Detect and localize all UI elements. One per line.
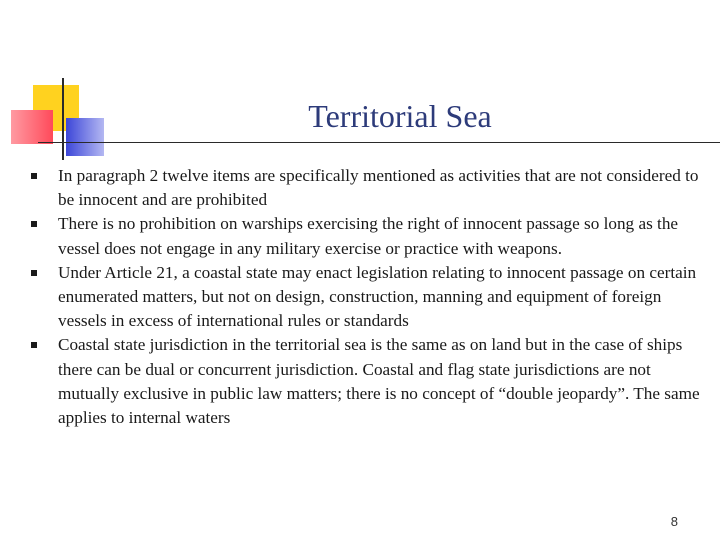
- title-underline-rule: [38, 142, 720, 143]
- bullet-item: [28, 164, 700, 212]
- bullet-square-icon: [31, 270, 37, 276]
- bullet-text: Coastal state jurisdiction in the territorial sea is the same as on land but in the case of ships there can be dual or concurrent jurisdiction. Coastal and flag state jurisdictions are not mutually exclusive in public law matters; there is no concept of “double jeopardy”. The same applies to internal waters: [58, 335, 700, 428]
- bullet-text: Under Article 21, a coastal state may enact legislation relating to innocent passage on certain enumerated matters, but not on design, construction, manning and equipment of foreign vessels in excess of international rules or standards: [58, 262, 697, 331]
- bullet-item: [28, 333, 700, 430]
- bullet-square-icon: [31, 342, 37, 348]
- page-number: 8: [670, 514, 678, 529]
- blue-square-decoration: [66, 118, 104, 156]
- red-square-decoration: [11, 110, 53, 144]
- bullet-square-icon: [31, 173, 37, 179]
- bullet-item: [28, 261, 700, 334]
- bullet-item: [28, 212, 700, 260]
- bullet-square-icon: [31, 221, 37, 227]
- vertical-rule: [62, 78, 64, 160]
- bullet-list: [28, 164, 700, 430]
- bullet-text: In paragraph 2 twelve items are specifically mentioned as activities that are not considered to be innocent and are prohibited: [58, 166, 699, 210]
- bullet-text: There is no prohibition on warships exercising the right of innocent passage so long as the vessel does not engage in any military exercise or practice with weapons.: [58, 214, 679, 258]
- slide-title: Territorial Sea: [308, 98, 492, 134]
- corner-decoration: [0, 0, 720, 170]
